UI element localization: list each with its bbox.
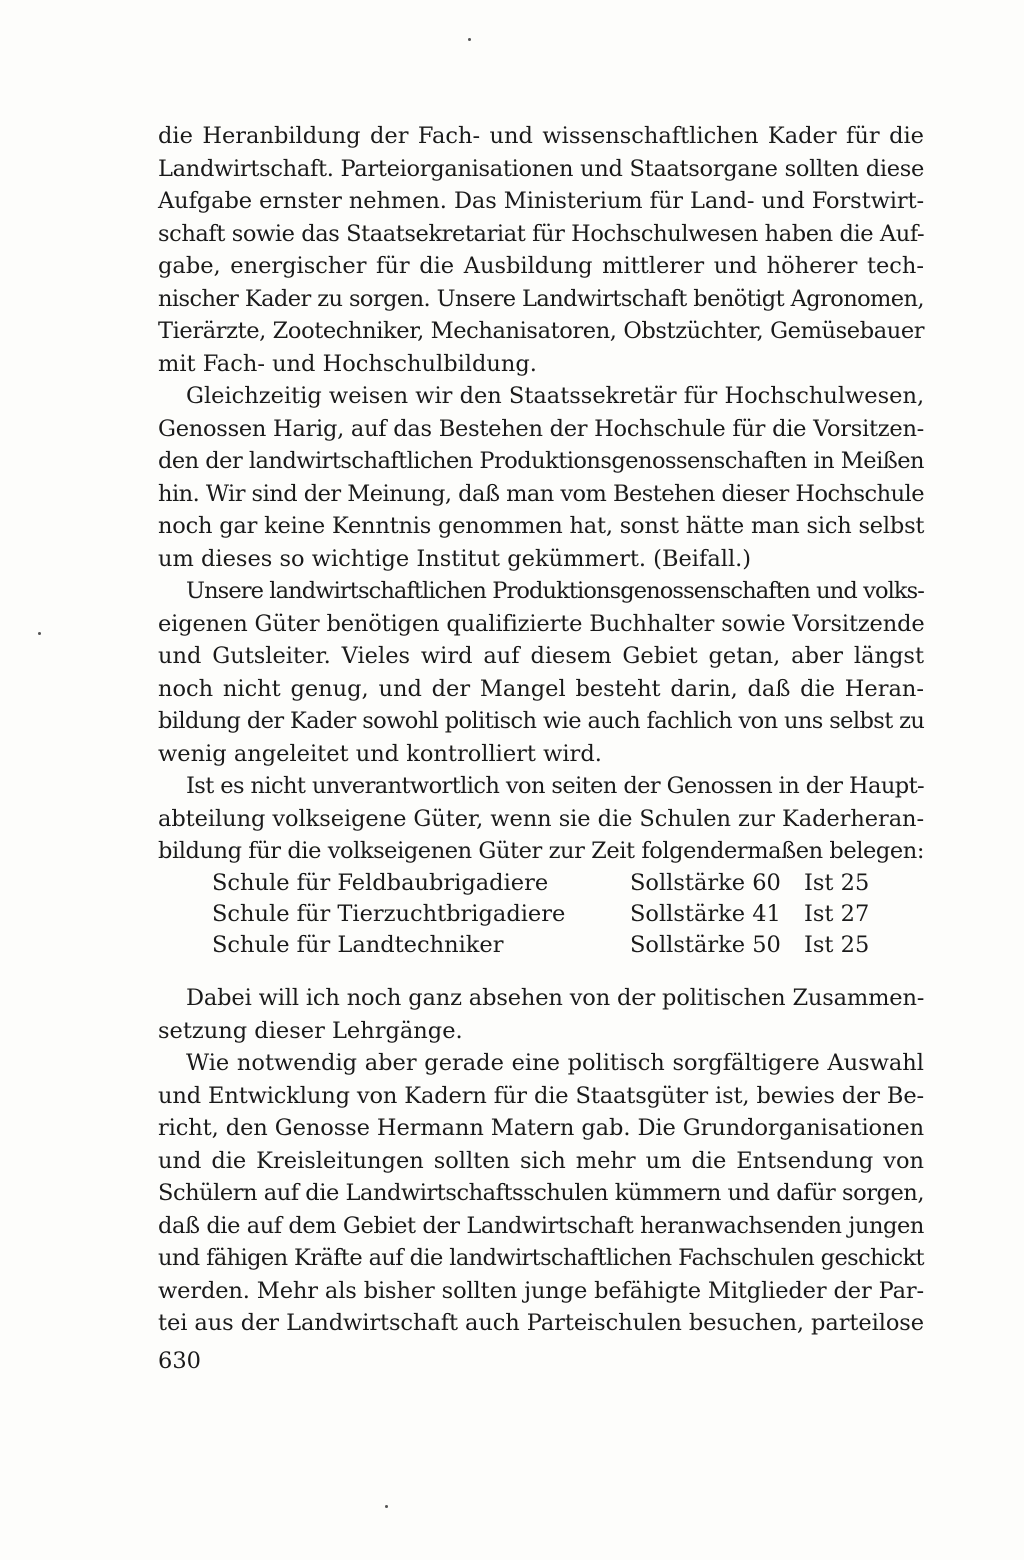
text-line: Wie notwendig aber gerade eine politisch sorgfältigere Auswahl (186, 1050, 924, 1076)
page-number: 630 (158, 1348, 201, 1374)
text-line: tei aus der Landwirtschaft auch Parteischulen besuchen, parteilose (158, 1310, 924, 1336)
table-row (212, 868, 892, 899)
text-line: Landwirtschaft. Parteiorganisationen und Staatsorgane sollten diese (158, 155, 924, 182)
table-row (212, 930, 892, 961)
text-line: werden. Mehr als bisher sollten junge befähigte Mitglieder der Par- (158, 1277, 924, 1304)
scan-speck (468, 38, 471, 41)
school-name: Schule für Tierzuchtbrigadiere (212, 901, 566, 927)
scan-speck (38, 632, 41, 635)
text-line: Schülern auf die Landwirtschaftsschulen kümmern und dafür sorgen, (158, 1180, 925, 1206)
text-line: Unsere landwirtschaftlichen Produktionsgenossenschaften und volks- (186, 578, 925, 604)
text-line: die Heranbildung der Fach- und wissenschaftlichen Kader für die (158, 123, 924, 149)
text-line: Aufgabe ernster nehmen. Das Ministerium für Land- und Forstwirt- (158, 188, 925, 214)
text-line: bildung für die volkseigenen Güter zur Zeit folgendermaßen belegen: (158, 838, 924, 864)
text-line: und Entwicklung von Kadern für die Staatsgüter ist, bewies der Be- (158, 1082, 924, 1109)
text-line: gabe, energischer für die Ausbildung mittlerer und höherer tech- (158, 253, 924, 279)
table-row (212, 899, 892, 930)
text-line: noch gar keine Kenntnis genommen hat, sonst hätte man sich selbst (158, 513, 925, 539)
school-name: Schule für Landtechniker (212, 932, 504, 958)
text-line: um dieses so wichtige Institut gekümmert. (Beifall.) (158, 545, 752, 572)
text-line: mit Fach- und Hochschulbildung. (158, 350, 537, 377)
text-line: und Gutsleiter. Vieles wird auf diesem Gebiet getan, aber längst (158, 643, 924, 669)
text-line: Dabei will ich noch ganz absehen von der politischen Zusammen- (186, 985, 925, 1011)
target-strength: Sollstärke 50 (630, 932, 781, 958)
scan-speck (385, 1505, 388, 1508)
text-line: abteilung volkseigene Güter, wenn sie die Schulen zur Kaderheran- (158, 805, 924, 832)
text-line: eigenen Güter benötigen qualifizierte Buchhalter sowie Vorsitzende (158, 610, 925, 637)
target-strength: Sollstärke 60 (630, 870, 781, 896)
text-line: wenig angeleitet und kontrolliert wird. (158, 740, 602, 767)
body-text-bottom (158, 982, 924, 1340)
text-line: und die Kreisleitungen sollten sich mehr um die Entsendung von (158, 1147, 924, 1174)
text-line: hin. Wir sind der Meinung, daß man vom Bestehen dieser Hochschule (158, 480, 924, 507)
text-line: schaft sowie das Staatsekretariat für Hochschulwesen haben die Auf- (158, 220, 925, 247)
text-line: setzung dieser Lehrgänge. (158, 1017, 463, 1044)
text-line: Ist es nicht unverantwortlich von seiten der Genossen in der Haupt- (186, 773, 925, 799)
text-line: noch nicht genug, und der Mangel besteht darin, daß die Heran- (158, 675, 924, 702)
schools-table (212, 868, 892, 961)
text-line: Genossen Harig, auf das Bestehen der Hochschule für die Vorsitzen- (158, 415, 925, 442)
text-line: Gleichzeitig weisen wir den Staatssekretär für Hochschulwesen, (186, 383, 925, 409)
text-line: Tierärzte, Zootechniker, Mechanisatoren, Obstzüchter, Gemüsebauer (158, 318, 925, 344)
actual-strength: Ist 25 (804, 932, 870, 958)
school-name: Schule für Feldbaubrigadiere (212, 870, 549, 896)
target-strength: Sollstärke 41 (630, 901, 781, 927)
text-line: daß die auf dem Gebiet der Landwirtschaft heranwachsenden jungen (158, 1212, 924, 1239)
text-line: richt, den Genosse Hermann Matern gab. Die Grundorganisationen (158, 1115, 925, 1141)
actual-strength: Ist 27 (804, 901, 870, 927)
actual-strength: Ist 25 (804, 870, 870, 896)
text-line: den der landwirtschaftlichen Produktionsgenossenschaften in Meißen (158, 448, 924, 474)
text-line: nischer Kader zu sorgen. Unsere Landwirtschaft benötigt Agronomen, (158, 285, 924, 312)
text-line: bildung der Kader sowohl politisch wie auch fachlich von uns selbst zu (158, 708, 925, 734)
text-line: und fähigen Kräfte auf die landwirtschaftlichen Fachschulen geschickt (158, 1245, 924, 1271)
body-text-top (158, 120, 924, 868)
